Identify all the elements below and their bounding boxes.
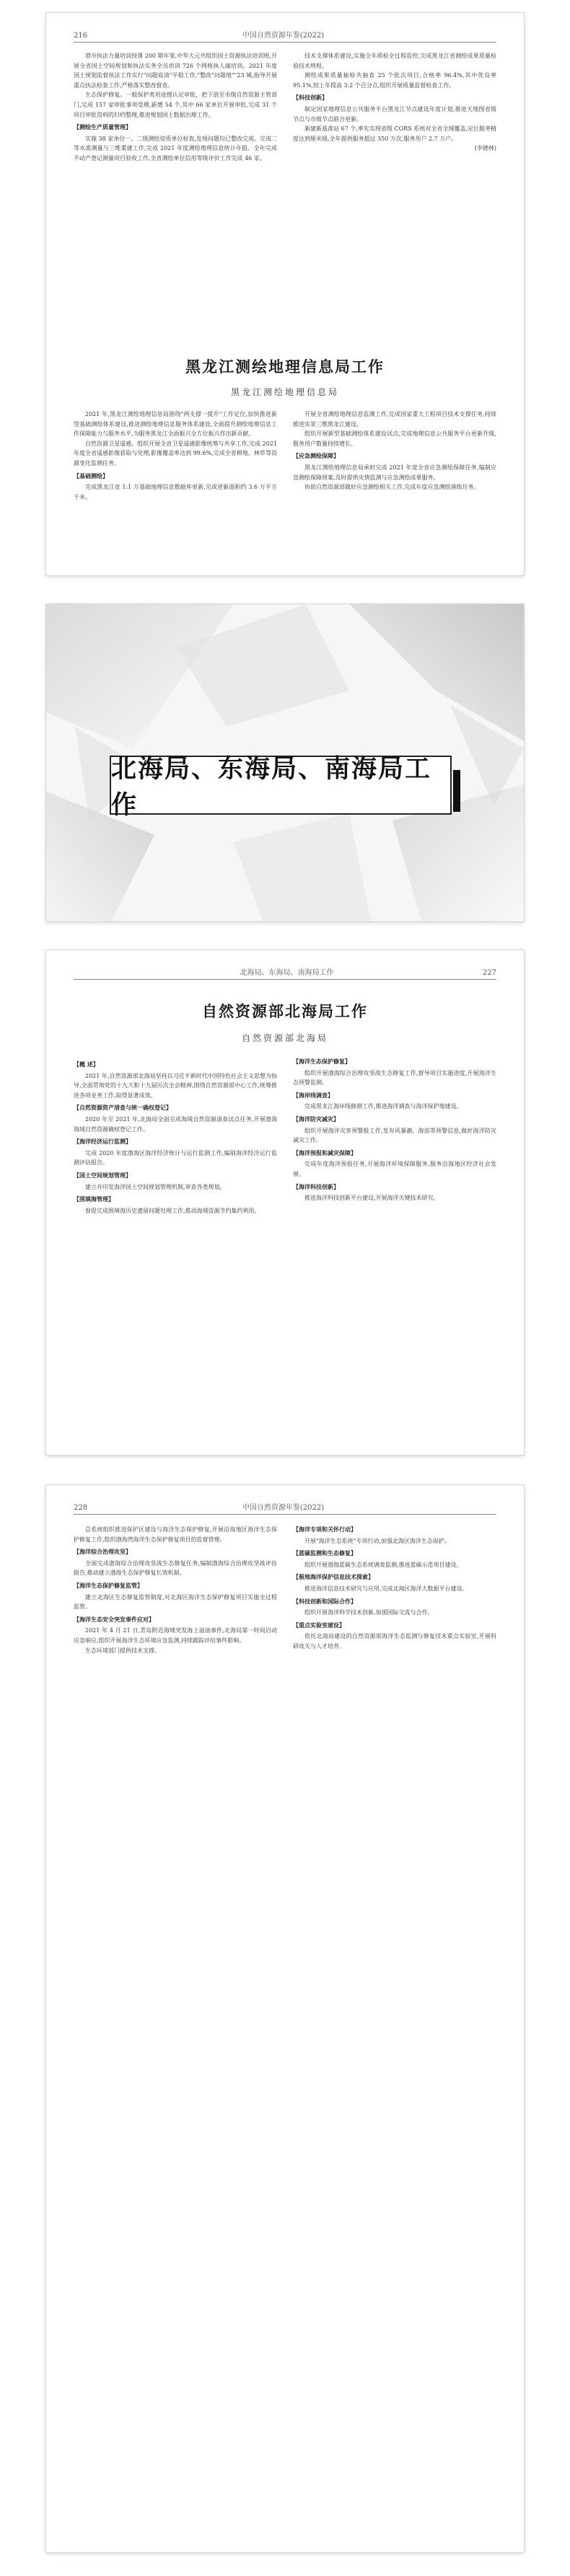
paragraph: 建立北海区生态修复监管制度,对北海区海洋生态保护修复项目实施全过程监管。 [74,1593,277,1611]
paragraph: 开展全省测绘地理信息监测工作,完成国家重大工程项目技术支撑任务,持续推进实景三维黑龙江建设。 [293,411,496,428]
paragraph: 督促完成围填海历史遗留问题处理工作,推动海域资源节约集约利用。 [85,1207,260,1214]
paragraph: 实施 38 家单位一、二级测绘资质单位检查,发现问题均已整改完成。完成二等水准测量与三维重建工作,完成 2021 年度测绘地理信息统计年报。全年完成不动产登记测量项目验收工作,全省测绘单位信用等级评价工作完成 46 家。 [74,135,277,161]
section-heading: 【海洋综合治理攻坚】 [74,1548,131,1556]
paragraph: 组织开展渤海蓝碳生态系统调查监测,推进蓝碳示范项目建设。 [304,1561,462,1568]
paragraph: 新建新基准站 67 个,率先实现省级 CORS 系统对全省全域覆盖,定位服务精度达到厘米级,全年提供服务超过 350 万次,服务用户 2.7 万户。 [293,125,496,142]
section-heading: 【海洋专项和关怀行动】 [293,1526,356,1533]
section-heading: 【基础测绘】 [74,472,108,479]
paragraph: 完成黑龙江省 1:1 万基础地理信息数据库更新,完成更新面积约 3.6 万平方千米。 [74,484,277,500]
section-heading: 【科技创新】 [293,94,328,102]
section-heading: 【蓝碳监测和生态修复】 [293,1549,356,1557]
article-title: 黑龙江测绘地理信息局工作 [185,358,385,376]
paragraph: 组织开展渤海综合治理攻坚战生态修复工作,督导项目实施进度,开展海洋生态预警监测。 [293,1069,496,1086]
paragraph: 开展"海洋生态系统"专项行动,加强北海区海洋生态保护。 [304,1537,450,1544]
section-heading: 【极地海洋保护信息技术探索】 [293,1573,374,1581]
article-body-columns [74,1057,496,1417]
paragraph: 技术支撑体系建设,实施全年质检全过程监控,完成黑龙江省测绘成果质量检验技术规程。 [293,53,496,69]
section-heading: 【科技创新和国际合作】 [293,1597,356,1605]
paragraph: 总系统组织推进保护区建设与海洋生态保护修复,开展沿海地区海洋生态保护修复工作,组织渤海湾海洋生态保护修复项目的监督管理。 [74,1526,277,1543]
paragraph: 生态保护修复。一般保护类用途缓认定审批，把下放至市级自然资源主管部门,完成 157 家审批事项受理,新增 54 个,其中 66 家单位开展审批,完成 31 个项目审批资料的归档整理,推进规划国土数据治理工作。 [74,92,277,118]
section-heading: 【海洋生态安全突发事件应对】 [74,1615,154,1623]
running-head-title: 中国自然资源年鉴(2022) [242,32,325,40]
paragraph: 建立并印发海洋国土空间规划管理机制,审查各类规划。 [85,1183,226,1190]
paragraph: 完成年度海洋预报任务,开展海洋环境保障服务,服务沿海地区经济社会发展。 [293,1161,496,1177]
section-title: 北海局、东海局、南海局工作 [111,755,432,820]
section-divider-page [46,604,524,921]
paragraph: 自然资源卫星遥感。组织开展全省卫星遥感影像统筹与共享工作,完成 2021 年度全省遥感影像获取与处理,影像覆盖率达到 99.6%,完成全省耕地、林草等资源变化监测任务。 [74,440,277,466]
paragraph: 全面完成渤海综合治理攻坚战生态修复任务,编制渤海综合治理攻坚战评估报告,推动建立渤海生态保护修复长效机制。 [74,1559,277,1577]
paragraph: 黑龙江测绘地理信息局承担完成 2021 年度全省应急测绘保障任务,编制应急测绘保障预案,及时提供灾情监测与应急测绘成果服务。 [293,464,496,481]
paragraph: 协助自然资源部做好应急测绘相关工作,完成年度应急测绘演练任务。 [304,484,480,491]
document-page-216 [46,13,524,575]
author-signature: (李德林) [474,145,496,152]
article-author: 自然资源部北海局 [241,1033,328,1043]
paragraph: 生态环境部门提供技术支撑。 [85,1647,160,1654]
body-text-columns [74,1525,496,2520]
article-title: 自然资源部北海局工作 [202,1002,368,1020]
paragraph: 2021 年,自然资源部北海局坚持以习近平新时代中国特色社会主义思想为指导,全面贯彻党的十九大和十九届历次全会精神,围绕自然资源部中心工作,统筹推进各项业务工作,取得显著成效。 [74,1072,277,1099]
paragraph: 测绘成果质量抽检共抽查 25 个批次项目,合格率 96.4%,其中优良率 95.1%,较上年提高 3.2 个百分点,组织开展质量监督检查工作。 [293,72,496,89]
section-heading: 【国土空间规划管理】 [74,1171,131,1179]
paragraph: 2021 年 4 月 21 日,青岛附近海域突发海上溢油事件,北海局第一时间启动应急响应,组织开展海洋生态环境应急监测,持续跟踪评估事件影响。 [74,1627,277,1644]
paragraph: 依托北海局建设的自然资源部海洋生态监测与修复技术重点实验室,开展科研攻关与人才培养。 [293,1633,496,1650]
section-heading: 【海洋防灾减灾】 [293,1115,339,1123]
paragraph: 组织开展新型基础测绘体系建设试点,完成地理信息公共服务平台更新升级,服务用户数量持续增长。 [293,430,496,447]
section-heading: 【海岸线调查】 [293,1091,333,1099]
paragraph: 完成黑龙江海岸线修测工作,推进海洋调查与海洋保护地建设。 [304,1103,462,1110]
paragraph: 推进海洋信息技术研究与应用,完成北海区海洋大数据平台建设。 [304,1585,468,1592]
article-body-columns [74,410,496,554]
paragraph: 推进海洋科技创新平台建设,开展海洋关键技术研究。 [304,1195,439,1202]
section-heading: 【围填海管理】 [74,1195,114,1203]
section-heading: 【重点实验室建设】 [293,1621,345,1629]
paragraph: 2020 年至 2021 年,北海局全面完成海域自然资源清查试点任务,开展渤海海域自然资源确权登记工作。 [74,1115,277,1133]
running-head [74,29,496,43]
section-heading: 【海洋预报和减灾保障】 [293,1148,356,1156]
paragraph: 滑市执法力量培训授课 200 期年鉴,中华大元共组织国土资源执法培训班,开展全省国土空间规划和执法实务全员培训 726 个网格执人端培训。2021 年度国土规划监督执法工作实行"问题底清"平稳工作,"整改"问题地""23 城,指导开展重点执法检查工作,严格落实整改督查。 [74,53,277,89]
section-heading: 【测绘生产质量管理】 [74,123,131,131]
section-heading: 【应急测绘保障】 [293,452,339,460]
document-page-228 [46,1485,524,2552]
document-page-227 [46,950,524,1455]
section-heading: 【海洋生态保护修复监管】 [74,1581,143,1589]
page-number: 216 [74,32,88,40]
running-head [74,1501,496,1515]
section-heading: 【自然资源资产清查与统一确权登记】 [74,1104,172,1112]
article-author: 黑龙江测绘地理信息局 [230,387,339,397]
page-number: 227 [482,969,496,977]
page-number: 228 [74,1504,88,1512]
running-head [74,966,496,980]
section-heading: 【海洋生态保护修复】 [293,1058,351,1065]
paragraph: 组织开展海洋灾害预警报工作,发布风暴潮、海浪等预警信息,做好海洋防灾减灾工作。 [293,1127,496,1144]
paragraph: 2021 年,黑龙江测绘地理信息局围绕"两支撑一提升"工作定位,加快推进新型基础测绘体系建设,推进测绘地理信息服务体系建设,全面提升测绘地理信息工作保障能力与服务水平,为服务黑龙江全面振兴全方位振兴作出新贡献。 [74,411,277,438]
title-accent-bar [453,770,460,812]
running-head-title: 中国自然资源年鉴(2022) [242,1504,325,1512]
section-heading: 【概 述】 [74,1061,99,1068]
paragraph: 完成 2020 年度渤海区海洋经济统计与运行监测工作,编制海洋经济运行监测评估报告。 [74,1149,277,1167]
paragraph: 制定国家地理信息公共服务平台黑龙江节点建设年度计划,推进天地图省级节点与市级节点联合更新。 [293,105,496,123]
section-heading: 【海洋经济运行监测】 [74,1138,131,1146]
body-text-columns [74,51,496,342]
section-heading: 【海洋科技创新】 [293,1182,339,1190]
running-head-title: 北海局、东海局、南海局工作 [240,969,334,977]
section-title-box [110,755,452,820]
paragraph: 组织开展海洋科学技术创新,加强国际交流与合作。 [304,1609,434,1616]
